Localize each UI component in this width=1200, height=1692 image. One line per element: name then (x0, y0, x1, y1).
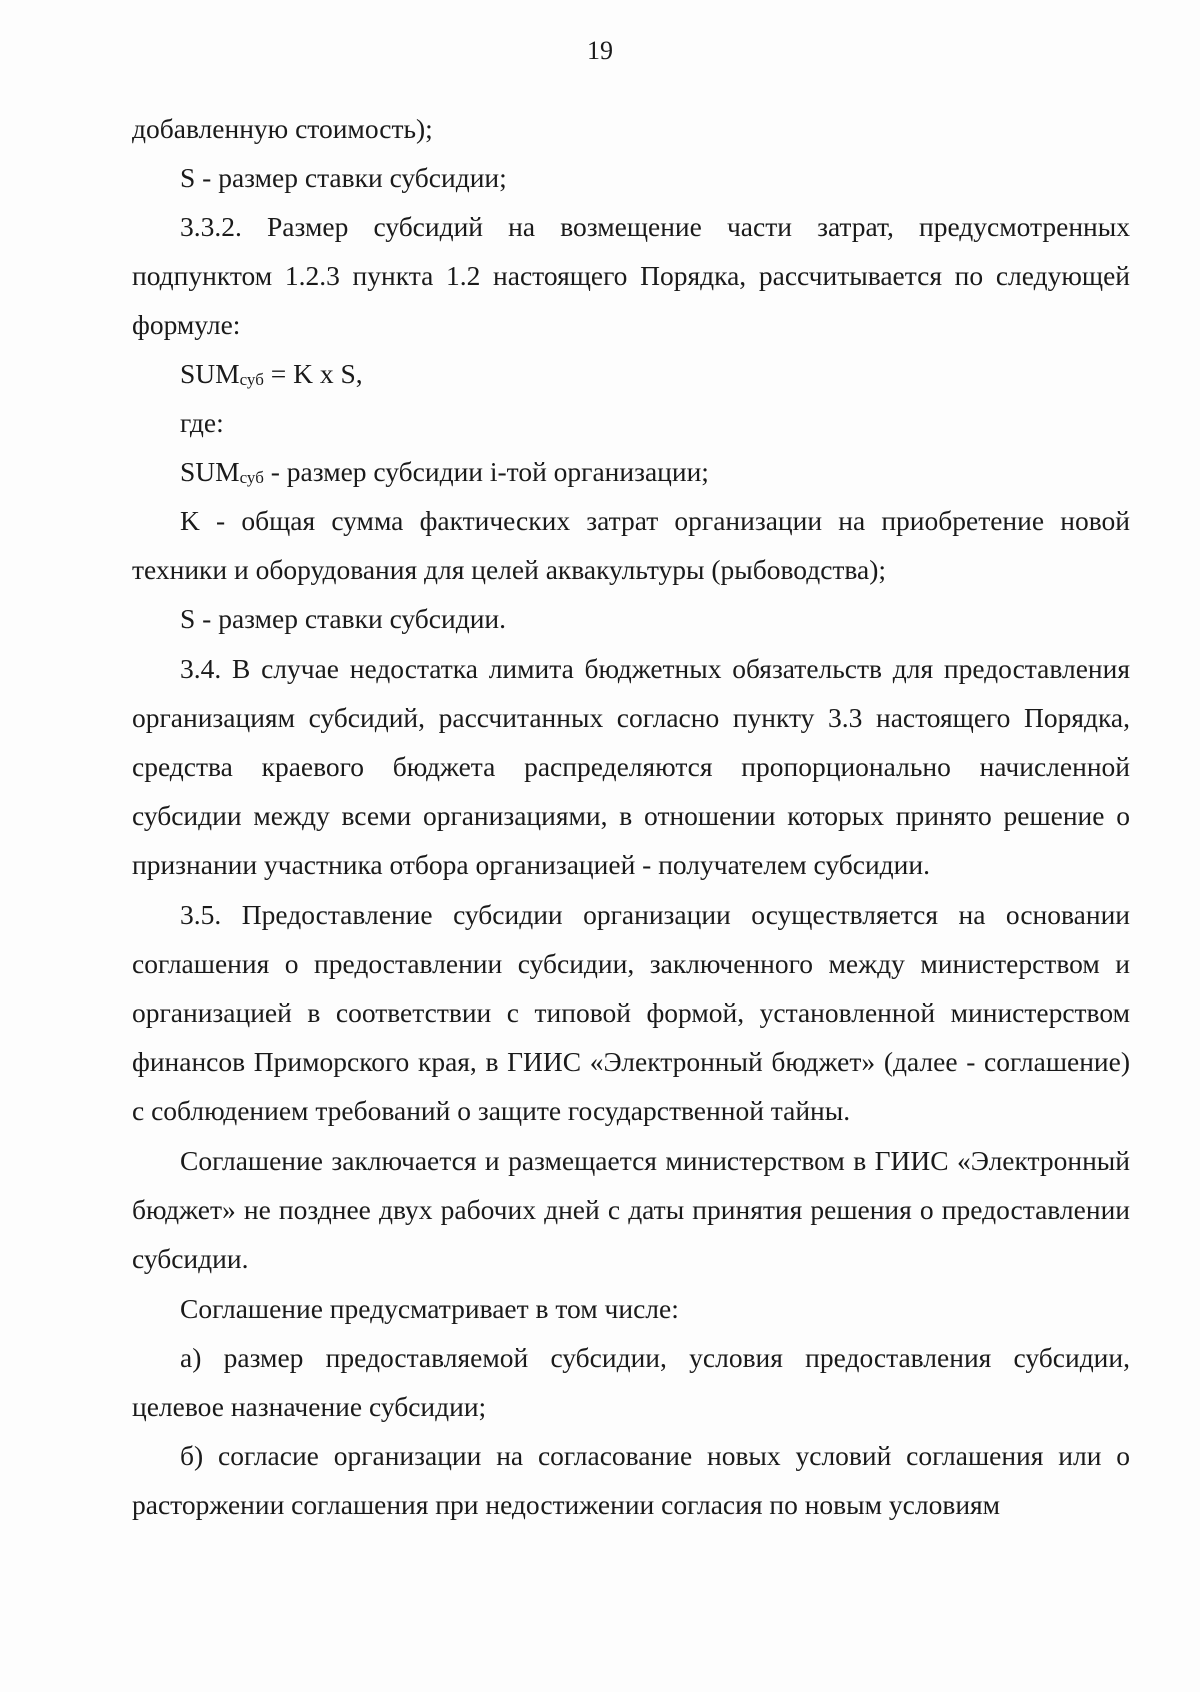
paragraph-item-b: б) согласие организации на согласование новых условий соглашения или о расторжении соглашения при недостижении согласия по новым условиям (132, 1440, 1130, 1520)
formula-sum-base: SUM (180, 358, 240, 389)
formula-sum-subscript: суб (239, 370, 264, 389)
paragraph-3-4: 3.4. В случае недостатка лимита бюджетных обязательств для предоставления организациям субсидий, рассчитанных согласно пункту 3.3 настоящего Порядка, средства краевого бюджета распределяются пропорционально начисленной субсидии между всеми организациями, в отношении которых принято решение о признании участника отбора организацией - получателем субсидии. (132, 653, 1130, 880)
paragraph-s-definition-2: S - размер ставки субсидии. (180, 603, 507, 634)
paragraph-agreement-provides: Соглашение предусматривает в том числе: (180, 1293, 679, 1324)
paragraph-3-3-2: 3.3.2. Размер субсидий на возмещение части затрат, предусмотренных подпунктом 1.2.3 пункта 1.2 настоящего Порядка, рассчитывается по следующей формуле: (132, 211, 1130, 340)
paragraph-3-5: 3.5. Предоставление субсидии организации осуществляется на основании соглашения о предоставлении субсидии, заключенного между министерством и организацией в соответствии с типовой формой, установленной министерством финансов Приморского края, в ГИИС «Электронный бюджет» (далее - соглашение) с соблюдением требований о защите государственной тайны. (132, 899, 1130, 1126)
paragraph-s-definition: S - размер ставки субсидии; (180, 162, 507, 193)
paragraph-k-definition: K - общая сумма фактических затрат организации на приобретение новой техники и оборудования для целей аквакультуры (рыбоводства); (132, 505, 1130, 585)
def-sum-base: SUM (180, 456, 240, 487)
formula (132, 349, 1130, 398)
def-sum-subscript: суб (239, 468, 264, 487)
def-sum-rest: - размер субсидии i-той организации; (263, 456, 709, 487)
paragraph-sum-definition (132, 447, 1130, 496)
paragraph-item-a: а) размер предоставляемой субсидии, условия предоставления субсидии, целевое назначение субсидии; (132, 1342, 1130, 1422)
formula-rest: = K x S, (263, 358, 363, 389)
paragraph-where: где: (180, 407, 224, 438)
paragraph-agreement-placement: Соглашение заключается и размещается министерством в ГИИС «Электронный бюджет» не позднее двух рабочих дней с даты принятия решения о предоставлении субсидии. (132, 1145, 1130, 1274)
document-body (132, 104, 1130, 1529)
paragraph-continuation: добавленную стоимость); (132, 113, 433, 144)
page-number: 19 (587, 36, 613, 65)
